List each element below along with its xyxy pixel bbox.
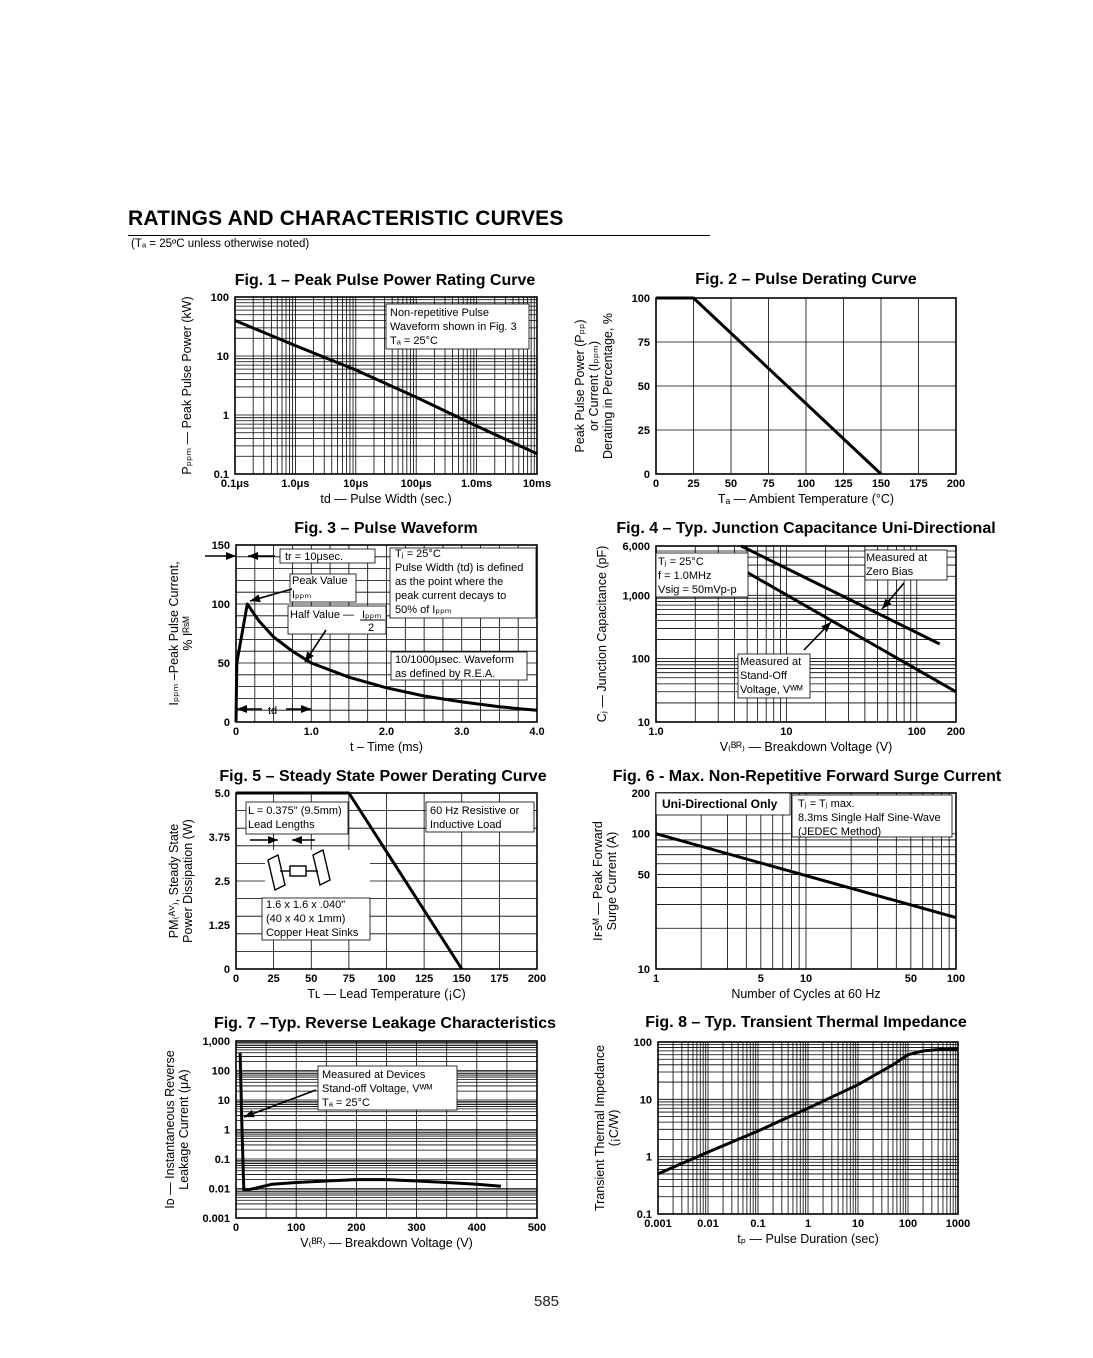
- fig4-cond-text: Tⱼ = 25°C: [658, 556, 704, 568]
- fig4-cond-text: Vsig = 50mVp-p: [658, 584, 737, 596]
- fig3-cond-text: 50% of Iₚₚₘ: [395, 604, 452, 616]
- fig4-ytick-label: 6,000: [622, 541, 650, 553]
- fig3-ylabel: Iₚₚₘ –Peak Pulse Current,: [167, 561, 181, 706]
- fig4-plot: [595, 520, 996, 754]
- fig2-xtick-label: 150: [871, 478, 891, 490]
- fig6-xtick-label: 100: [946, 973, 966, 985]
- fig1-xtick-label: 0.1μs: [220, 478, 250, 490]
- fig2-xtick-label: 125: [834, 478, 853, 490]
- fig3-plot: [167, 520, 545, 754]
- fig3-ytick-label: 0: [223, 717, 230, 729]
- fig7-xtick-label: 200: [347, 1222, 366, 1234]
- fig1-plot: [180, 272, 551, 506]
- fig7-ytick-label: 0.001: [202, 1213, 230, 1225]
- fig1-note-text: Waveform shown in Fig. 3: [390, 321, 517, 333]
- fig6-ytick-label: 10: [637, 964, 650, 976]
- fig5-xtick-label: 125: [414, 973, 434, 985]
- fig2-xtick-label: 50: [724, 478, 738, 490]
- fig7-xtick-label: 100: [287, 1222, 306, 1234]
- fig5-ytick-label: 2.5: [214, 876, 230, 888]
- fig6-ytick-label: 200: [631, 788, 650, 800]
- fig6-cond-text: 8.3ms Single Half Sine-Wave: [798, 812, 941, 824]
- page-title: RATINGS AND CHARACTERISTIC CURVES: [128, 207, 564, 230]
- fig6-ylabel: Iꜰꜱᴹ — Peak Forward: [591, 821, 605, 941]
- fig2-ytick-label: 0: [643, 469, 650, 481]
- fig3-cond-text: Tⱼ = 25°C: [395, 548, 441, 560]
- fig4-title: Fig. 4 – Typ. Junction Capacitance Uni-Directional: [616, 520, 996, 537]
- fig5-xtick-label: 150: [452, 973, 471, 985]
- fig6-uni-label: Uni-Directional Only: [662, 797, 778, 811]
- fig5-xtick-label: 50: [305, 973, 318, 985]
- fig5-title: Fig. 5 – Steady State Power Derating Curve: [219, 768, 547, 785]
- fig8-ytick-label: 1: [645, 1151, 652, 1164]
- fig3-xtick-label: 3.0: [454, 726, 470, 738]
- fig5-xlabel: Tʟ — Lead Temperature (¡C): [307, 987, 466, 1001]
- fig3-peak-text: Iₚₚₘ: [292, 589, 312, 601]
- fig4-xtick-label: 1.0: [648, 726, 664, 738]
- fig3-wave-text: as defined by R.E.A.: [395, 668, 496, 680]
- fig3-ylabel: % Iᴿˢᴹ: [181, 616, 195, 651]
- fig3-wave-text: 10/1000μsec. Waveform: [395, 654, 515, 666]
- fig1-xtick-label: 1.0ms: [460, 478, 493, 490]
- fig2-xtick-label: 100: [796, 478, 816, 490]
- fig2-plot: [573, 271, 965, 506]
- fig4-ytick-label: 10: [637, 717, 650, 729]
- fig2-ylabel: Derating in Percentage, %: [601, 313, 615, 459]
- fig1-xlabel: td — Pulse Width (sec.): [320, 492, 452, 506]
- fig1-xtick-label: 10μs: [343, 478, 369, 490]
- fig7-ylabel: Leakage Current (μA): [177, 1069, 191, 1190]
- fig2-xtick-label: 175: [909, 478, 928, 490]
- fig7-ytick-label: 1,000: [202, 1036, 230, 1048]
- fig4-ylabel: Cⱼ — Junction Capacitance (pF): [595, 545, 609, 723]
- fig5-ytick-label: 0: [223, 964, 230, 976]
- fig6-ylabel: Surge Current (A): [605, 831, 619, 931]
- fig6-ytick-label: 100: [631, 828, 650, 841]
- fig4-zero-bias-text: Zero Bias: [866, 566, 914, 578]
- fig2-title: Fig. 2 – Pulse Derating Curve: [695, 271, 917, 288]
- fig2-ytick-label: 25: [637, 425, 650, 437]
- fig4-xlabel: V₍ᴮᴿ₎ — Breakdown Voltage (V): [719, 740, 893, 754]
- fig7-ytick-label: 0.1: [214, 1154, 230, 1166]
- fig7-note-arrow: [244, 1090, 316, 1117]
- fig2-ytick-label: 50: [637, 381, 650, 393]
- fig5-load-text: Inductive Load: [430, 819, 502, 831]
- fig2-ylabel: Peak Pulse Power (Pₚₚ): [573, 319, 587, 453]
- fig3-xtick-label: 1.0: [303, 726, 319, 738]
- fig3-td-label: td: [268, 705, 278, 717]
- fig5-lead-text: L = 0.375" (9.5mm): [248, 805, 342, 817]
- fig5-xtick-label: 25: [267, 973, 280, 985]
- fig3-td-arrow-right-head: [301, 705, 311, 713]
- fig8-xtick-label: 1: [804, 1218, 812, 1230]
- page-subtitle: (Tₐ = 25ºC unless otherwise noted): [131, 238, 310, 250]
- fig5-ylabel: PM₍ᴬⱽ₎, Steady State: [167, 823, 181, 939]
- fig8-xtick-label: 0.01: [697, 1218, 719, 1230]
- fig2-ytick-label: 100: [631, 293, 650, 305]
- fig6-xtick-label: 1: [652, 973, 660, 985]
- fig8-xtick-label: 100: [898, 1218, 918, 1230]
- fig3-cond-text: peak current decays to: [395, 590, 507, 602]
- fig8-ytick-label: 0.1: [636, 1209, 652, 1221]
- fig3-xtick-label: 2.0: [378, 726, 395, 738]
- fig3-title: Fig. 3 – Pulse Waveform: [294, 520, 478, 537]
- fig7-ytick-label: 1: [223, 1124, 230, 1137]
- fig3-peak-arrow-head: [250, 594, 261, 602]
- fig8-xtick-label: 0.001: [644, 1218, 672, 1230]
- fig7-note-text: Tₐ = 25°C: [322, 1097, 370, 1109]
- fig4-xtick-label: 200: [946, 726, 966, 738]
- fig5-sink-text: 1.6 x 1.6 x .040": [266, 899, 346, 911]
- fig3-tr-label: tr = 10μsec.: [285, 551, 344, 563]
- fig6-cond-text: (JEDEC Method): [798, 826, 882, 838]
- fig1-note-text: Tₐ = 25°C: [390, 335, 438, 347]
- fig4-ytick-label: 100: [631, 653, 650, 666]
- fig4-standoff-text: Stand-Off: [740, 670, 787, 682]
- fig5-sink-text: (40 x 40 x 1mm): [266, 913, 346, 925]
- fig8-xtick-label: 0.1: [750, 1218, 766, 1230]
- fig7-title: Fig. 7 –Typ. Reverse Leakage Characteristics: [213, 1015, 557, 1032]
- fig6-xtick-label: 10: [799, 973, 813, 985]
- fig5-ytick-label: 3.75: [208, 832, 230, 844]
- fig5-lead-arrow-right-head: [292, 836, 302, 844]
- fig1-ylabel: Pₚₚₘ — Peak Pulse Power (kW): [180, 296, 194, 475]
- fig5-ylabel: Power Dissipation (W): [181, 819, 195, 943]
- fig5-lead-text: Lead Lengths: [248, 819, 315, 831]
- fig4-zero-bias-text: Measured at: [866, 552, 928, 564]
- fig1-ytick-label: 0.1: [213, 469, 229, 481]
- fig1-title: Fig. 1 – Peak Pulse Power Rating Curve: [234, 272, 536, 289]
- fig8-ytick-label: 100: [633, 1037, 652, 1049]
- fig1-ytick-label: 1: [222, 410, 229, 422]
- fig3-xtick-label: 0: [232, 726, 240, 738]
- fig7-note-arrow-head: [244, 1110, 255, 1117]
- fig6-cond-text: Tⱼ = Tⱼ max.: [798, 798, 855, 810]
- fig5-plot: [167, 768, 547, 1001]
- fig2-xtick-label: 75: [762, 478, 775, 490]
- fig5-xtick-label: 200: [527, 973, 547, 985]
- fig8-title: Fig. 8 – Typ. Transient Thermal Impedance: [645, 1014, 967, 1031]
- fig1-xtick-label: 100μs: [400, 478, 432, 490]
- fig3-td-arrow-left-head: [237, 705, 247, 713]
- fig5-diode-body: [290, 866, 306, 876]
- fig5-xtick-label: 75: [342, 973, 355, 985]
- fig7-ylabel: Iᴅ — Instantaneous Reverse: [163, 1050, 177, 1209]
- fig1-xtick-label: 1.0μs: [281, 478, 310, 490]
- fig4-standoff-text: Measured at: [740, 656, 802, 668]
- fig2-xlabel: Tₐ — Ambient Temperature (°C): [717, 492, 895, 506]
- fig7-ytick-label: 100: [211, 1065, 230, 1078]
- fig3-tr-arrow-right-head: [248, 552, 258, 560]
- fig7-xtick-label: 300: [407, 1222, 426, 1234]
- fig8-xtick-label: 1000: [945, 1218, 971, 1230]
- fig6-xlabel: Number of Cycles at 60 Hz: [731, 987, 881, 1001]
- fig8-xtick-label: 10: [851, 1218, 865, 1230]
- fig5-xtick-label: 100: [377, 973, 396, 985]
- fig4-xtick-label: 100: [907, 726, 926, 738]
- fig2-ytick-label: 75: [637, 337, 650, 349]
- fig2-xtick-label: 25: [687, 478, 700, 490]
- fig5-xtick-label: 0: [232, 973, 240, 985]
- fig7-ytick-label: 10: [217, 1095, 230, 1107]
- fig8-ytick-label: 10: [639, 1094, 652, 1107]
- fig5-ytick-label: 5.0: [214, 788, 230, 800]
- fig7-plot: [163, 1015, 556, 1250]
- fig4-cond-text: f = 1.0MHz: [658, 570, 712, 582]
- fig1-ytick-label: 10: [216, 351, 229, 363]
- fig6-title: Fig. 6 - Max. Non-Repetitive Forward Surge Current: [612, 768, 1002, 785]
- fig3-xlabel: t – Time (ms): [350, 740, 423, 754]
- fig3-peak-text: Peak Value: [292, 575, 348, 587]
- fig3-ytick-label: 150: [211, 540, 230, 552]
- fig6-ytick-label: 50: [637, 869, 650, 882]
- fig3-ytick-label: 100: [211, 599, 230, 611]
- fig6-plot: [591, 768, 1002, 1001]
- fig2-ylabel: or Current (Iₚₚₘ): [587, 340, 601, 432]
- fig8-xlabel: tₚ — Pulse Duration (sec): [737, 1232, 879, 1246]
- fig1-note-text: Non-repetitive Pulse: [390, 307, 490, 319]
- fig8-ylabel: (¡C/W): [607, 1109, 621, 1147]
- fig3-tr-arrow-left-head: [226, 552, 236, 560]
- fig3-half-ippm: Iₚₚₘ: [362, 609, 382, 621]
- fig3-half-text: Half Value —: [290, 609, 354, 621]
- fig5-sink-text: Copper Heat Sinks: [266, 927, 359, 939]
- fig7-xtick-label: 0: [232, 1222, 240, 1234]
- fig5-ytick-label: 1.25: [208, 920, 230, 932]
- fig2-xtick-label: 200: [946, 478, 966, 490]
- fig8-ylabel: Transient Thermal Impedance: [593, 1044, 607, 1212]
- fig7-xtick-label: 500: [527, 1222, 547, 1234]
- fig2-xtick-label: 0: [652, 478, 660, 490]
- fig3-ytick-label: 50: [217, 658, 230, 670]
- fig3-half-denominator: 2: [368, 622, 375, 634]
- fig5-load-text: 60 Hz Resistive or: [430, 805, 520, 817]
- fig7-xtick-label: 400: [467, 1222, 486, 1234]
- fig4-ytick-label: 1,000: [622, 590, 650, 603]
- fig7-note-text: Stand-off Voltage, Vᵂᴹ: [322, 1083, 433, 1095]
- page-number: 585: [533, 1293, 560, 1310]
- fig7-ytick-label: 0.01: [208, 1183, 230, 1196]
- fig7-note-text: Measured at Devices: [322, 1069, 426, 1081]
- fig4-xtick-label: 10: [780, 726, 793, 738]
- fig3-cond-text: as the point where the: [395, 576, 504, 588]
- fig5-xtick-label: 175: [490, 973, 509, 985]
- fig3-cond-text: Pulse Width (td) is defined: [395, 562, 524, 574]
- fig6-xtick-label: 50: [904, 973, 917, 985]
- fig1-xtick-label: 10ms: [522, 478, 552, 490]
- fig8-plot: [593, 1014, 970, 1246]
- fig7-xlabel: V₍ᴮᴿ₎ — Breakdown Voltage (V): [300, 1236, 473, 1250]
- fig6-xtick-label: 5: [757, 973, 764, 985]
- fig5-lead-arrow-left-head: [268, 836, 278, 844]
- fig4-standoff-text: Voltage, Vᵂᴹ: [740, 684, 803, 696]
- fig3-xtick-label: 4.0: [529, 726, 545, 738]
- fig1-ytick-label: 100: [210, 292, 229, 304]
